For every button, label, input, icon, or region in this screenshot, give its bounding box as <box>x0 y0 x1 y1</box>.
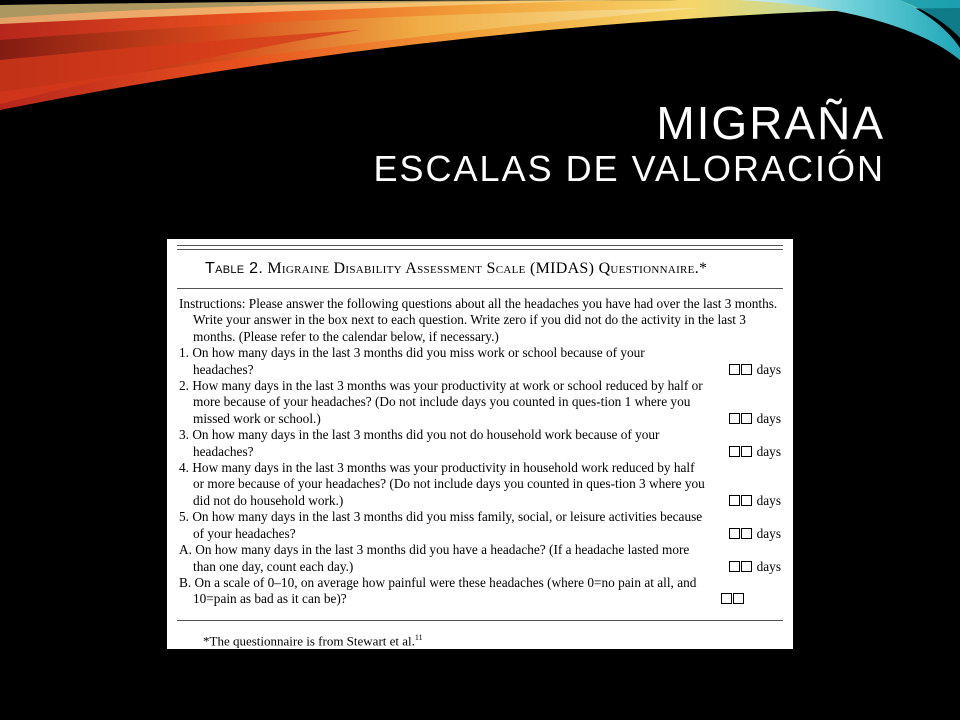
slide-subtitle: ESCALAS DE VALORACIÓN <box>373 148 885 189</box>
footnote-reference: 11 <box>414 632 423 642</box>
question-1 <box>179 345 781 378</box>
digit-box[interactable] <box>729 561 740 572</box>
question-text: How many days in the last 3 months was your productivity at work or school reduced by half or more because of your headaches? (Do not include days you counted in ques-tion 1 where you missed work or school.) <box>192 378 703 426</box>
question-3 <box>179 427 781 460</box>
question-b <box>179 575 781 608</box>
instructions: Instructions: Please answer the following questions about all the headaches you have had over the last 3 months. Write your answer in the box next to each question. Write zero if you did not do the activity in the last 3 months. (Please refer to the calendar below, if necessary.) <box>179 296 778 344</box>
unit-label: days <box>756 410 781 426</box>
table-abbr: (MIDAS) <box>529 260 595 277</box>
digit-box[interactable] <box>729 413 740 424</box>
question-number: 3. <box>179 427 189 443</box>
digit-box[interactable] <box>729 528 740 539</box>
question-text: On a scale of 0–10, on average how painful were these headaches (where 0=no pain at all, and 10=pain as bad as it can be)? <box>193 574 697 607</box>
question-2 <box>179 378 781 427</box>
digit-box[interactable] <box>741 413 752 424</box>
unit-label: days <box>756 525 781 541</box>
table-name: Migraine Disability Assessment Scale <box>267 260 526 277</box>
footnote-rule <box>177 620 783 621</box>
question-number: A. <box>179 542 192 558</box>
answer-field[interactable] <box>729 559 781 575</box>
digit-box[interactable] <box>729 364 740 375</box>
footnote-text: *The questionnaire is from Stewart et al. <box>203 633 415 649</box>
unit-label: days <box>756 361 781 377</box>
footnote <box>179 633 781 649</box>
question-text: On how many days in the last 3 months did you miss work or school because of your headaches? <box>192 345 645 377</box>
title-rule <box>177 288 783 289</box>
question-text: How many days in the last 3 months was your productivity in household work reduced by half or more because of your headaches? (Do not include days you counted in ques-tion 3 where you did not do household work.) <box>192 460 705 508</box>
question-number: B. <box>179 574 192 590</box>
answer-field[interactable] <box>721 591 745 607</box>
digit-box[interactable] <box>741 528 752 539</box>
digit-box[interactable] <box>741 495 752 506</box>
slide-title: MIGRAÑA <box>656 97 885 149</box>
digit-box[interactable] <box>741 364 752 375</box>
digit-box[interactable] <box>729 446 740 457</box>
question-number: 5. <box>179 509 189 525</box>
question-text: On how many days in the last 3 months did you miss family, social, or leisure activities because of your headaches? <box>192 509 703 541</box>
unit-label: days <box>756 558 781 574</box>
table-label: Table 2. <box>205 260 264 277</box>
questionnaire-body <box>179 296 781 608</box>
table-suffix: Questionnaire.* <box>598 260 708 277</box>
question-text: On how many days in the last 3 months did you not do household work because of your headaches? <box>192 427 660 459</box>
question-number: 1. <box>179 345 189 361</box>
unit-label: days <box>756 492 781 508</box>
answer-field[interactable] <box>729 493 781 509</box>
digit-box[interactable] <box>733 593 744 604</box>
answer-field[interactable] <box>729 526 781 542</box>
digit-box[interactable] <box>721 593 732 604</box>
question-4 <box>179 460 781 509</box>
answer-field[interactable] <box>729 362 781 378</box>
slide-title-block <box>374 98 885 190</box>
digit-box[interactable] <box>729 495 740 506</box>
question-number: 2. <box>179 378 189 394</box>
question-a <box>179 542 781 575</box>
answer-field[interactable] <box>729 444 781 460</box>
midas-questionnaire-image <box>167 239 793 649</box>
table-title <box>179 250 781 288</box>
question-text: On how many days in the last 3 months did you have a headache? (If a headache lasted more than one day, count each day.) <box>193 542 690 574</box>
digit-box[interactable] <box>741 446 752 457</box>
unit-label: days <box>756 443 781 459</box>
question-number: 4. <box>179 460 189 476</box>
question-5 <box>179 509 781 542</box>
answer-field[interactable] <box>729 411 781 427</box>
digit-box[interactable] <box>741 561 752 572</box>
